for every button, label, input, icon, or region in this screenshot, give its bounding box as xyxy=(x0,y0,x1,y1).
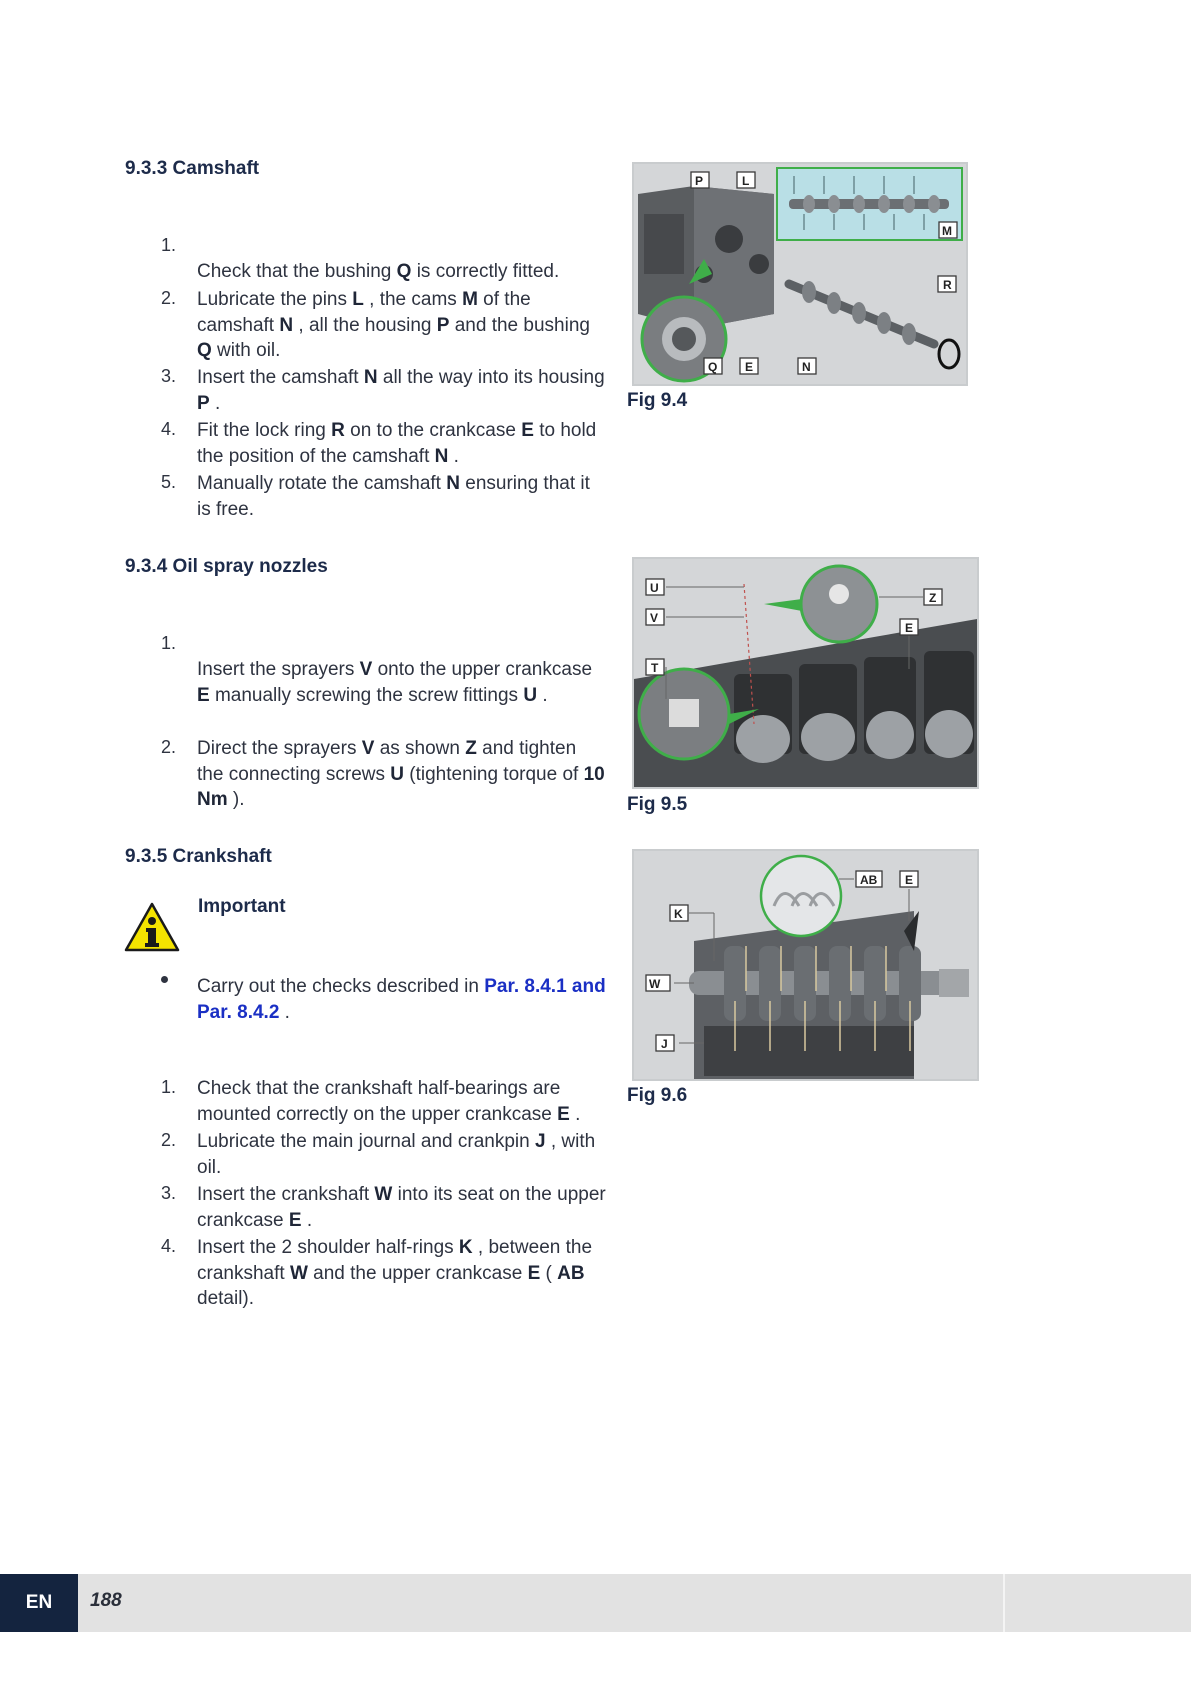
step-number: 3. xyxy=(161,366,177,386)
page-number: 188 xyxy=(90,1590,122,1611)
bold-reference: V xyxy=(359,659,373,680)
step-number: 1. xyxy=(161,1077,177,1097)
step-number: 2. xyxy=(161,1130,177,1150)
camshaft-step-4: Fit the lock ring R on to the crankcase E to hold the position of the camshaft N . xyxy=(197,420,597,467)
bold-reference: E xyxy=(527,1262,541,1284)
bold-reference: 10 Nm xyxy=(197,763,605,810)
footer-language: EN xyxy=(0,1574,78,1632)
fig-label: V xyxy=(650,611,659,625)
bold-reference: J xyxy=(534,1131,546,1152)
bold-reference: E xyxy=(197,684,210,706)
warning-icon xyxy=(124,902,180,952)
crankshaft-step-2: Lubricate the main journal and crankpin J , with oil. xyxy=(197,1131,596,1178)
camshaft-step-1: Check that the bushing Q is correctly fitted. xyxy=(197,261,560,282)
oil-nozzles-illustration xyxy=(634,559,977,787)
fig-label: E xyxy=(905,621,914,635)
fig-label: R xyxy=(943,278,952,292)
step-number: 2. xyxy=(161,737,177,757)
fig-label: Z xyxy=(929,591,937,605)
bold-reference: E xyxy=(557,1103,570,1125)
fig-label: P xyxy=(695,174,704,188)
camshaft-illustration xyxy=(634,164,966,384)
step-number: 4. xyxy=(161,419,177,439)
bold-reference: M xyxy=(462,289,478,310)
crankshaft-heading: 9.3.5 Crankshaft xyxy=(125,846,272,867)
bold-reference: AB xyxy=(557,1262,585,1284)
fig-label: K xyxy=(674,907,683,921)
bold-reference: Z xyxy=(465,738,477,759)
bold-reference: P xyxy=(197,392,210,414)
bold-reference: P xyxy=(436,314,450,336)
paragraph-link[interactable]: Par. 8.4.1 and Par. 8.4.2 xyxy=(197,976,606,1023)
bold-reference: Q xyxy=(396,261,412,282)
bold-reference: N xyxy=(434,445,449,467)
crankshaft-step-4: Insert the 2 shoulder half-rings K , between the crankshaft W and the upper crankcase E ( AB detail). xyxy=(197,1237,593,1309)
fig-label: J xyxy=(661,1037,668,1051)
important-label: Important xyxy=(198,896,286,917)
bold-reference: R xyxy=(331,420,345,441)
bold-reference: N xyxy=(279,314,294,336)
bold-reference: K xyxy=(458,1237,473,1258)
bold-reference: W xyxy=(374,1184,393,1205)
bold-reference: L xyxy=(352,289,364,310)
crankshaft-step-3: Insert the crankshaft W into its seat on the upper crankcase E . xyxy=(197,1184,606,1231)
nozzles-step-1: Insert the sprayers V onto the upper crankcase E manually screwing the screw fittings U . xyxy=(197,659,593,706)
footer-bar xyxy=(0,1574,1191,1632)
step-number: 2. xyxy=(161,288,177,308)
step-number: 1. xyxy=(161,633,177,653)
camshaft-step-2: Lubricate the pins L , the cams M of the camshaft N , all the housing P and the bushing Q with oil. xyxy=(197,289,590,361)
fig-label: U xyxy=(650,581,659,595)
bold-reference: E xyxy=(288,1209,302,1231)
bold-reference: U xyxy=(523,684,538,706)
bold-reference: E xyxy=(521,420,534,441)
bold-reference: N xyxy=(446,473,460,494)
fig-label: E xyxy=(745,360,754,374)
bold-reference: W xyxy=(289,1262,308,1284)
figure-caption: Fig 9.5 xyxy=(627,794,688,815)
step-number: 4. xyxy=(161,1236,177,1256)
footer-divider xyxy=(1003,1574,1005,1632)
bold-reference: Q xyxy=(197,340,212,361)
crankshaft-bullet-note: Carry out the checks described in Par. 8.4.1 and Par. 8.4.2 . xyxy=(197,976,606,1023)
camshaft-heading: 9.3.3 Camshaft xyxy=(125,158,260,179)
figure-caption: Fig 9.4 xyxy=(627,390,688,411)
fig-label: L xyxy=(742,174,750,188)
figure-caption: Fig 9.6 xyxy=(627,1085,688,1106)
fig-label: AB xyxy=(860,873,878,887)
figure-camshaft xyxy=(632,162,968,386)
nozzles-step-2: Direct the sprayers V as shown Z and tighten the connecting screws U (tightening torque of 10 Nm ). xyxy=(197,738,605,810)
nozzles-heading: 9.3.4 Oil spray nozzles xyxy=(125,556,328,577)
figure-crankshaft xyxy=(632,849,979,1081)
fig-label: Q xyxy=(708,360,718,374)
bullet-icon xyxy=(161,976,168,983)
bold-reference: U xyxy=(390,763,404,785)
crankshaft-step-1: Check that the crankshaft half-bearings are mounted correctly on the upper crankcase E . xyxy=(197,1078,581,1125)
step-number: 1. xyxy=(161,235,177,255)
fig-label: E xyxy=(905,873,914,887)
step-number: 5. xyxy=(161,472,177,492)
bold-reference: V xyxy=(361,738,375,759)
step-number: 3. xyxy=(161,1183,177,1203)
fig-label: W xyxy=(649,977,661,991)
fig-label: M xyxy=(942,224,952,238)
fig-label: T xyxy=(651,661,659,675)
camshaft-step-3: Insert the camshaft N all the way into its housing P . xyxy=(197,367,605,414)
figure-oil-nozzles xyxy=(632,557,979,789)
fig-label: N xyxy=(802,360,811,374)
bold-reference: N xyxy=(363,367,378,388)
crankshaft-illustration xyxy=(634,851,977,1079)
camshaft-step-5: Manually rotate the camshaft N ensuring that it is free. xyxy=(197,473,590,520)
